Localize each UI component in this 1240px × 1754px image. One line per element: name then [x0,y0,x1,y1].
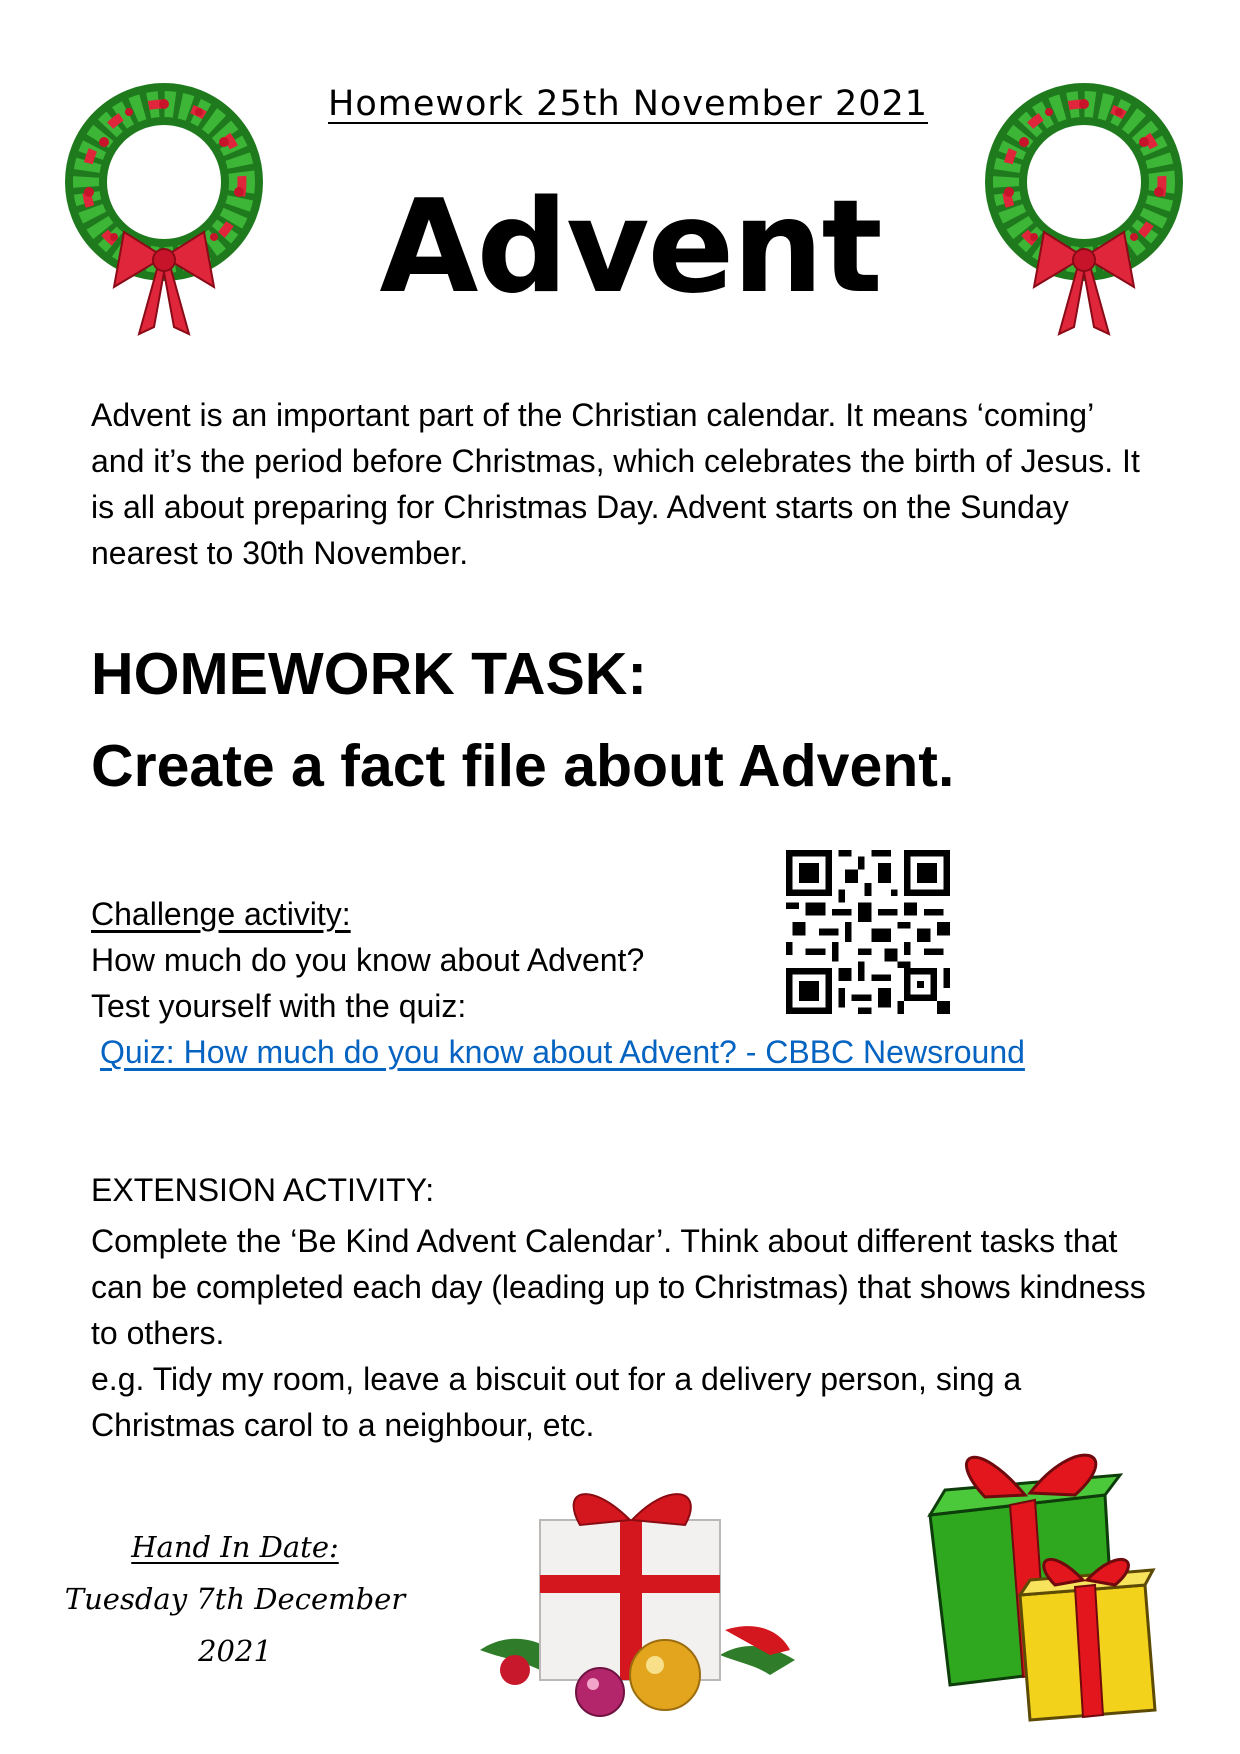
challenge-question: How much do you know about Advent? [91,942,645,978]
task-instruction: Create a fact file about Advent. [91,733,955,799]
hand-in-label: Hand In Date: [131,1530,339,1564]
intro-paragraph: Advent is an important part of the Christian calendar. It means ‘coming’ and it’s the period before Christmas, which celebrates the birth of Jesus. It is all about preparing for Christmas Day. Advent starts on the Sunday nearest to 30th November. [91,397,1140,571]
wreath-icon [964,72,1204,342]
page-title: Advent [379,173,881,322]
homework-date-title: Homework 25th November 2021 [328,84,929,124]
hand-in-date-line2: 2021 [198,1634,272,1668]
task-heading: HOMEWORK TASK: [91,641,648,707]
gift-box-with-baubles-icon [470,1480,800,1730]
hand-in-date-line1: Tuesday 7th December [64,1582,406,1616]
stacked-presents-icon [915,1435,1165,1725]
wreath-icon [44,72,284,342]
extension-label: EXTENSION ACTIVITY: [91,1172,435,1208]
homework-task [91,628,1151,812]
qr-code-icon[interactable] [786,850,950,1014]
extension-example-text: e.g. Tidy my room, leave a biscuit out for a delivery person, sing a Christmas carol to a neighbour, etc. [91,1361,1022,1443]
challenge-label: Challenge activity: [91,896,351,932]
extension-description [91,1218,1151,1448]
challenge-prompt: Test yourself with the quiz: [91,988,467,1024]
extension-body-text: Complete the ‘Be Kind Advent Calendar’. Think about different tasks that can be completed each day (leading up to Christmas) that shows kindness to others. [91,1223,1146,1351]
quiz-link[interactable]: Quiz: How much do you know about Advent? - CBBC Newsround [100,1034,1025,1070]
